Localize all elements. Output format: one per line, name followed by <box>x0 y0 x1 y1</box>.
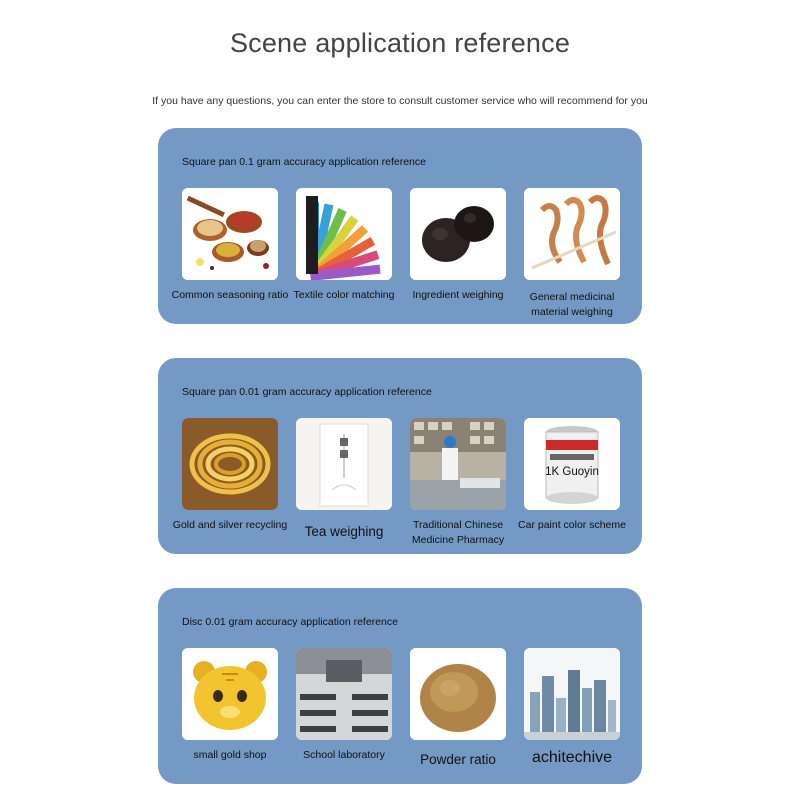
powder-image <box>410 648 506 740</box>
item-label: Gold and silver recycling <box>172 519 288 531</box>
pharmacy-worker-image <box>410 418 506 510</box>
panel-disc-0-01g <box>158 588 642 784</box>
paint-can-text: 1K Guoyin <box>545 466 599 478</box>
item-label: Textile color matching <box>293 289 395 301</box>
page-subtitle: If you have any questions, you can enter the store to consult customer service who will recommend for you <box>152 95 648 107</box>
item-label: General medicinal material weighing <box>529 291 615 318</box>
item-label: Common seasoning ratio <box>171 289 289 301</box>
gold-bangles-image <box>182 418 278 510</box>
gold-tiger-charm-image <box>182 648 278 740</box>
seasoning-spoons-image <box>182 188 278 280</box>
panel-title: Square pan 0.01 gram accuracy application reference <box>182 386 432 398</box>
item-label: small gold shop <box>193 749 267 761</box>
panel-square-pan-0-01g <box>158 358 642 554</box>
panel-square-pan-0-1g <box>158 128 642 324</box>
item-label: achitechive <box>531 749 613 766</box>
page-title: Scene application reference <box>229 28 571 58</box>
panel-title: Disc 0.01 gram accuracy application reference <box>182 616 398 628</box>
truffle-image <box>410 188 506 280</box>
item-label: Tea weighing <box>304 524 384 539</box>
item-label: Car paint color scheme <box>518 519 626 531</box>
item-label: Powder ratio <box>420 752 496 767</box>
auto-paint-can-image <box>524 418 620 510</box>
dried-seahorse-image <box>524 188 620 280</box>
city-buildings-image <box>524 648 620 740</box>
item-label: Ingredient weighing <box>412 289 504 301</box>
panel-title: Square pan 0.1 gram accuracy application reference <box>182 156 426 168</box>
laboratory-image <box>296 648 392 740</box>
item-label: School laboratory <box>303 749 385 761</box>
tea-package-image <box>296 418 392 510</box>
item-label: Traditional Chinese Medicine Pharmacy <box>411 519 505 546</box>
color-swatch-fan-image <box>296 188 392 280</box>
